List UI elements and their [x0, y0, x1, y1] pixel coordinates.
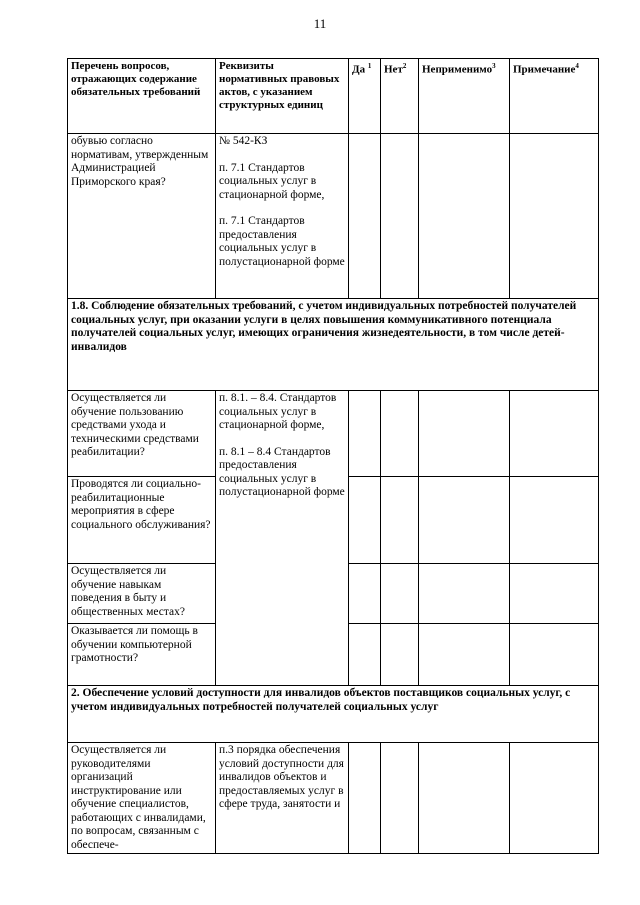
header-yes: Да $^1$: [349, 59, 381, 134]
question-cell: Осуществляется ли руководителями организаций инструктирование или обучение специалистов, работающих с инвалидами, по вопросам, связанным с обеспече-: [68, 743, 216, 854]
header-requisites: Реквизиты нормативных правовых актов, с указанием структурных единиц: [216, 59, 349, 134]
section-heading: 1.8. Соблюдение обязательных требований, с учетом индивидуальных потребностей получателей социальных услуг, при оказании услуги в целях повышения коммуникативного потенциала получателей социальных услуг, имеющих ограничения жизнедеятельности, в том числе детей-инвалидов: [68, 299, 599, 391]
note-cell[interactable]: [510, 624, 599, 686]
requisite-paragraph: п. 7.1 Стандартов предоставления социальных услуг в полустационарной форме: [219, 215, 345, 268]
note-cell[interactable]: [510, 391, 599, 477]
section-heading-row: [68, 686, 599, 743]
answer-no-cell[interactable]: [381, 564, 419, 624]
header-not-applicable: Неприменимо$^3$: [419, 59, 510, 134]
answer-no-cell[interactable]: [381, 391, 419, 477]
table-row: [68, 134, 599, 299]
question-cell: обувью согласно нормативам, утвержденным Администрацией Приморского края?: [68, 134, 216, 299]
checklist-table: [67, 58, 599, 854]
requisite-paragraph: № 542-КЗ: [219, 135, 268, 147]
requisite-paragraph: п. 8.1 – 8.4 Стандартов предоставления социальных услуг в полустационарной форме: [219, 445, 345, 498]
header-questions: Перечень вопросов, отражающих содержание обязательных требований: [68, 59, 216, 134]
answer-yes-cell[interactable]: [349, 477, 381, 564]
answer-no-cell[interactable]: [381, 134, 419, 299]
note-cell[interactable]: [510, 134, 599, 299]
question-cell: Осуществляется ли обучение пользованию средствами ухода и техническими средствами реабилитации?: [68, 391, 216, 477]
answer-yes-cell[interactable]: [349, 624, 381, 686]
answer-no-cell[interactable]: [381, 477, 419, 564]
answer-yes-cell[interactable]: [349, 134, 381, 299]
answer-yes-cell[interactable]: [349, 564, 381, 624]
question-cell: Осуществляется ли обучение навыкам поведения в быту и общественных местах?: [68, 564, 216, 624]
note-cell[interactable]: [510, 564, 599, 624]
requisite-paragraph: п. 8.1. – 8.4. Стандартов социальных услуг в стационарной форме,: [219, 392, 337, 431]
answer-not-applicable-cell[interactable]: [419, 743, 510, 854]
section-heading-row: [68, 299, 599, 391]
answer-no-cell[interactable]: [381, 743, 419, 854]
question-cell: Проводятся ли социально-реабилитационные мероприятия в сфере социального обслуживания?: [68, 477, 216, 564]
requisites-cell: п.3 порядка обеспечения условий доступности для инвалидов объектов и предоставляемых услуг в сфере труда, занятости и: [216, 743, 349, 854]
table-header-row: [68, 59, 599, 134]
note-cell[interactable]: [510, 743, 599, 854]
answer-not-applicable-cell[interactable]: [419, 564, 510, 624]
note-cell[interactable]: [510, 477, 599, 564]
answer-yes-cell[interactable]: [349, 391, 381, 477]
requisite-paragraph: п. 7.1 Стандартов социальных услуг в стационарной форме,: [219, 161, 325, 201]
header-note: Примечание$^4$: [510, 59, 599, 134]
page-number: 11: [313, 16, 327, 31]
answer-not-applicable-cell[interactable]: [419, 134, 510, 299]
answer-not-applicable-cell[interactable]: [419, 391, 510, 477]
requisites-cell: [216, 391, 349, 686]
answer-not-applicable-cell[interactable]: [419, 477, 510, 564]
header-no: Нет$^2$: [381, 59, 419, 134]
answer-not-applicable-cell[interactable]: [419, 624, 510, 686]
answer-yes-cell[interactable]: [349, 743, 381, 854]
table-row: [68, 391, 599, 477]
table-row: [68, 743, 599, 854]
question-cell: Оказывается ли помощь в обучении компьютерной грамотности?: [68, 624, 216, 686]
requisites-cell: [216, 134, 349, 299]
section-heading: 2. Обеспечение условий доступности для инвалидов объектов поставщиков социальных услуг, с учетом индивидуальных потребностей получателей социальных услуг: [68, 686, 599, 743]
answer-no-cell[interactable]: [381, 624, 419, 686]
